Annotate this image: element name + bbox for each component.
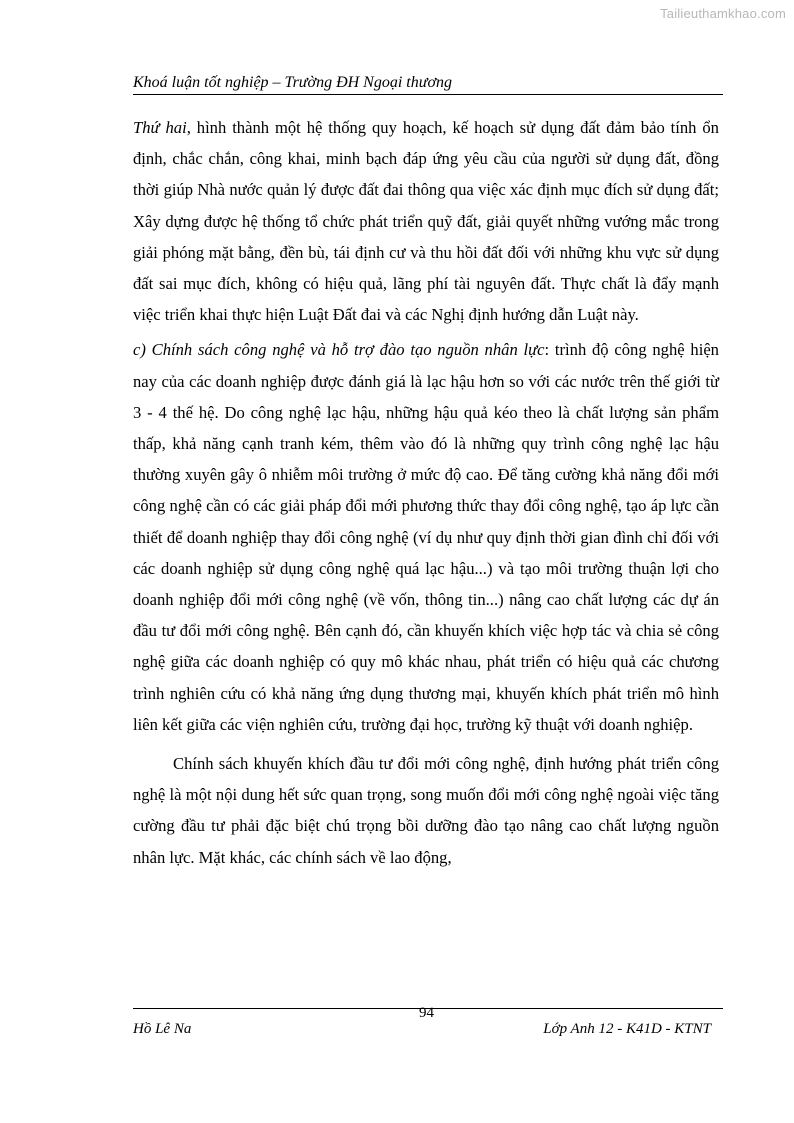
header-title: Khoá luận tốt nghiệp – Trường ĐH Ngoại thương bbox=[133, 74, 452, 91]
paragraph-text: Chính sách khuyến khích đầu tư đổi mới công nghệ, định hướng phát triển công nghệ là một nội dung hết sức quan trọng, song muốn đổi mới công nghệ ngoài việc tăng cường đầu tư phải đặc biệt chú trọng bồi dưỡng đào tạo nâng cao chất lượng nguồn nhân lực. Mặt khác, các chính sách về lao động, bbox=[133, 754, 719, 867]
paragraph-technology-policy bbox=[133, 334, 719, 740]
section-heading-italic: c) Chính sách công nghệ và hỗ trợ đào tạo nguồn nhân lực bbox=[133, 340, 545, 360]
paragraph-text: : trình độ công nghệ hiện nay của các doanh nghiệp được đánh giá là lạc hậu hơn so với các nước trên thế giới từ 3 - 4 thế hệ. Do công nghệ lạc hậu, những hậu quả kéo theo là chất lượng sản phẩm thấp, khả năng cạnh tranh kém, thêm vào đó là những quy trình công nghệ lạc hậu thường xuyên gây ô nhiễm môi trường ở mức độ cao. Để tăng cường khả năng đổi mới công nghệ cần có các giải pháp đổi mới phương thức thay đổi công nghệ, tạo áp lực cần thiết để doanh nghiệp thay đổi công nghệ (ví dụ như quy định thời gian đình chỉ đối với các doanh nghiệp sử dụng công nghệ quá lạc hậu...) và tạo môi trường thuận lợi cho doanh nghiệp đổi mới công nghệ (về vốn, thông tin...) nâng cao chất lượng các dự án đầu tư đổi mới công nghệ. Bên cạnh đó, cần khuyến khích việc hợp tác và chia sẻ công nghệ giữa các doanh nghiệp có quy mô khác nhau, phát triển có hiệu quả các chương trình nghiên cứu có khả năng ứng dụng thương mại, khuyến khích phát triển mô hình liên kết giữa các viện nghiên cứu, trường đại học, trường kỹ thuật với doanh nghiệp. bbox=[133, 340, 719, 734]
paragraph-investment-policy bbox=[133, 748, 719, 873]
paragraph-text: , hình thành một hệ thống quy hoạch, kế hoạch sử dụng đất đảm bảo tính ổn định, chắc chắn, công khai, minh bạch đáp ứng yêu cầu của người sử dụng đất, đồng thời giúp Nhà nước quản lý được đất đai thông qua việc xác định mục đích sử dụng đất; Xây dựng được hệ thống tổ chức phát triển quỹ đất, giải quyết những vướng mắc trong giải phóng mặt bằng, đền bù, tái định cư và thu hồi đất đối với những khu vực sử dụng đất sai mục đích, không có hiệu quả, lãng phí tài nguyên đất. Thực chất là đẩy mạnh việc triển khai thực hiện Luật Đất đai và các Nghị định hướng dẫn Luật này. bbox=[133, 118, 719, 325]
paragraph-lead-italic: Thứ hai bbox=[133, 118, 187, 137]
document-body bbox=[133, 112, 719, 873]
watermark-text: Tailieuthamkhao.com bbox=[660, 6, 786, 21]
footer-class-info: Lớp Anh 12 - K41D - KTNT bbox=[543, 1021, 711, 1037]
footer-author: Hồ Lê Na bbox=[133, 1021, 192, 1037]
page-number: 94 bbox=[419, 1005, 434, 1021]
page-header bbox=[133, 74, 723, 95]
paragraph-thu-hai bbox=[133, 112, 719, 330]
page-footer bbox=[133, 1005, 723, 1037]
